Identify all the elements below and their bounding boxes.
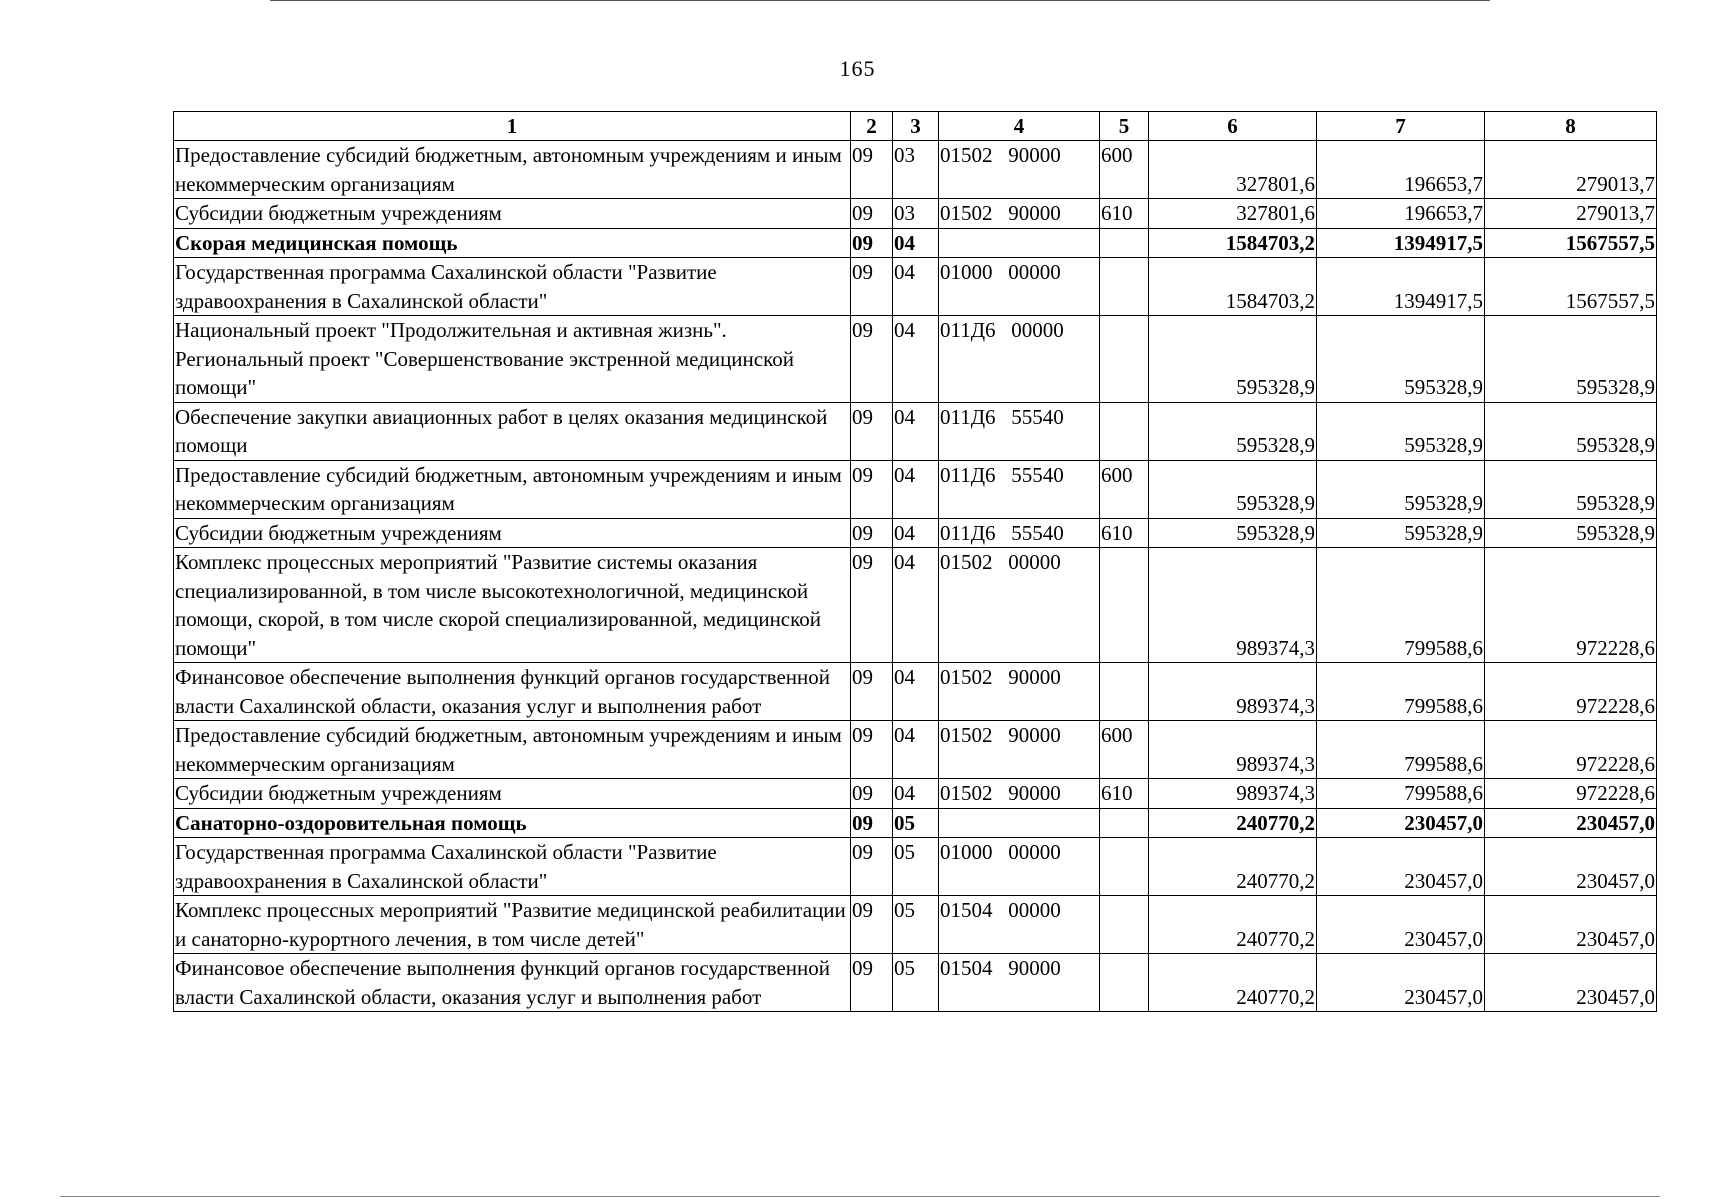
- amount-col-8-cell: 972228,6: [1485, 721, 1657, 779]
- amount-col-8-cell: 279013,7: [1485, 199, 1657, 229]
- table-row: [174, 779, 1657, 809]
- amount-col-8-cell: 230457,0: [1485, 954, 1657, 1012]
- amount-col-7-cell: 799588,6: [1317, 779, 1485, 809]
- table-row: [174, 663, 1657, 721]
- amount-col-7-cell: 230457,0: [1317, 808, 1485, 838]
- subsection-code-cell: 05: [893, 808, 939, 838]
- row-name-cell: Обеспечение закупки авиационных работ в целях оказания медицинской помощи: [174, 402, 851, 460]
- subsection-code-cell: 04: [893, 316, 939, 403]
- subsection-code-cell: 04: [893, 258, 939, 316]
- table-row: [174, 808, 1657, 838]
- section-code-cell: 09: [851, 721, 893, 779]
- table-header-row: [174, 112, 1657, 141]
- row-name-cell: Предоставление субсидий бюджетным, автономным учреждениям и иным некоммерческим организациям: [174, 141, 851, 199]
- row-name-cell: Субсидии бюджетным учреждениям: [174, 779, 851, 809]
- section-code-cell: 09: [851, 779, 893, 809]
- amount-col-8-cell: 972228,6: [1485, 779, 1657, 809]
- amount-col-6-cell: 327801,6: [1149, 199, 1317, 229]
- expense-type-cell: 610: [1100, 518, 1149, 548]
- table-row: [174, 896, 1657, 954]
- row-name-cell: Финансовое обеспечение выполнения функций органов государственной власти Сахалинской области, оказания услуг и выполнения работ: [174, 954, 851, 1012]
- subsection-code-cell: 05: [893, 954, 939, 1012]
- amount-col-8-cell: 230457,0: [1485, 896, 1657, 954]
- target-article-cell: 01502 90000: [939, 721, 1100, 779]
- subsection-code-cell: 04: [893, 228, 939, 258]
- table-row: [174, 141, 1657, 199]
- amount-col-6-cell: 595328,9: [1149, 460, 1317, 518]
- scan-top-edge: [270, 0, 1490, 1]
- section-code-cell: 09: [851, 228, 893, 258]
- amount-col-6-cell: 595328,9: [1149, 316, 1317, 403]
- row-name-cell: Субсидии бюджетным учреждениям: [174, 518, 851, 548]
- row-name-cell: Национальный проект "Продолжительная и активная жизнь". Региональный проект "Совершенствование экстренной медицинской помощи": [174, 316, 851, 403]
- amount-col-7-cell: 595328,9: [1317, 460, 1485, 518]
- amount-col-8-cell: 595328,9: [1485, 460, 1657, 518]
- section-code-cell: 09: [851, 518, 893, 548]
- amount-col-7-cell: 799588,6: [1317, 663, 1485, 721]
- subsection-code-cell: 04: [893, 663, 939, 721]
- target-article-cell: 01504 00000: [939, 896, 1100, 954]
- expense-type-cell: [1100, 838, 1149, 896]
- subsection-code-cell: 04: [893, 460, 939, 518]
- expense-type-cell: [1100, 954, 1149, 1012]
- amount-col-6-cell: 1584703,2: [1149, 258, 1317, 316]
- amount-col-7-cell: 196653,7: [1317, 141, 1485, 199]
- subsection-code-cell: 05: [893, 838, 939, 896]
- expense-type-cell: 600: [1100, 141, 1149, 199]
- target-article-cell: 011Д6 55540: [939, 518, 1100, 548]
- expense-type-cell: [1100, 663, 1149, 721]
- table-row: [174, 316, 1657, 403]
- amount-col-8-cell: 1567557,5: [1485, 258, 1657, 316]
- subsection-code-cell: 04: [893, 518, 939, 548]
- section-code-cell: 09: [851, 896, 893, 954]
- amount-col-8-cell: 595328,9: [1485, 518, 1657, 548]
- amount-col-6-cell: 240770,2: [1149, 808, 1317, 838]
- row-name-cell: Государственная программа Сахалинской области "Развитие здравоохранения в Сахалинской области": [174, 838, 851, 896]
- table-row: [174, 258, 1657, 316]
- row-name-cell: Скорая медицинская помощь: [174, 228, 851, 258]
- expense-type-cell: [1100, 316, 1149, 403]
- section-code-cell: 09: [851, 199, 893, 229]
- target-article-cell: 01502 90000: [939, 663, 1100, 721]
- section-code-cell: 09: [851, 460, 893, 518]
- expense-type-cell: [1100, 548, 1149, 663]
- expense-type-cell: 600: [1100, 721, 1149, 779]
- expense-type-cell: [1100, 228, 1149, 258]
- section-code-cell: 09: [851, 548, 893, 663]
- header-col-1: 1: [174, 112, 851, 141]
- header-col-7: 7: [1317, 112, 1485, 141]
- header-col-2: 2: [851, 112, 893, 141]
- expense-type-cell: 610: [1100, 779, 1149, 809]
- table-row: [174, 954, 1657, 1012]
- subsection-code-cell: 03: [893, 141, 939, 199]
- row-name-cell: Финансовое обеспечение выполнения функций органов государственной власти Сахалинской области, оказания услуг и выполнения работ: [174, 663, 851, 721]
- target-article-cell: 01000 00000: [939, 258, 1100, 316]
- row-name-cell: Субсидии бюджетным учреждениям: [174, 199, 851, 229]
- section-code-cell: 09: [851, 838, 893, 896]
- expense-type-cell: [1100, 808, 1149, 838]
- subsection-code-cell: 04: [893, 779, 939, 809]
- amount-col-6-cell: 595328,9: [1149, 518, 1317, 548]
- table-row: [174, 548, 1657, 663]
- amount-col-6-cell: 240770,2: [1149, 838, 1317, 896]
- target-article-cell: [939, 228, 1100, 258]
- budget-table: [173, 111, 1657, 1012]
- target-article-cell: 01502 00000: [939, 548, 1100, 663]
- header-col-6: 6: [1149, 112, 1317, 141]
- amount-col-6-cell: 240770,2: [1149, 896, 1317, 954]
- section-code-cell: 09: [851, 663, 893, 721]
- amount-col-6-cell: 989374,3: [1149, 548, 1317, 663]
- amount-col-6-cell: 989374,3: [1149, 779, 1317, 809]
- amount-col-7-cell: 1394917,5: [1317, 228, 1485, 258]
- table-body: [174, 141, 1657, 1012]
- target-article-cell: 01504 90000: [939, 954, 1100, 1012]
- page-number: 165: [839, 56, 876, 81]
- table-row: [174, 402, 1657, 460]
- table-row: [174, 721, 1657, 779]
- target-article-cell: [939, 808, 1100, 838]
- table-row: [174, 460, 1657, 518]
- target-article-cell: 01502 90000: [939, 779, 1100, 809]
- amount-col-8-cell: 230457,0: [1485, 808, 1657, 838]
- amount-col-7-cell: 230457,0: [1317, 954, 1485, 1012]
- header-col-5: 5: [1100, 112, 1149, 141]
- expense-type-cell: [1100, 896, 1149, 954]
- table-row: [174, 838, 1657, 896]
- amount-col-6-cell: 989374,3: [1149, 721, 1317, 779]
- row-name-cell: Предоставление субсидий бюджетным, автономным учреждениям и иным некоммерческим организациям: [174, 460, 851, 518]
- amount-col-6-cell: 989374,3: [1149, 663, 1317, 721]
- table-row: [174, 199, 1657, 229]
- amount-col-7-cell: 230457,0: [1317, 896, 1485, 954]
- amount-col-6-cell: 240770,2: [1149, 954, 1317, 1012]
- target-article-cell: 011Д6 00000: [939, 316, 1100, 403]
- amount-col-7-cell: 595328,9: [1317, 402, 1485, 460]
- amount-col-8-cell: 972228,6: [1485, 548, 1657, 663]
- expense-type-cell: 600: [1100, 460, 1149, 518]
- row-name-cell: Комплекс процессных мероприятий "Развитие медицинской реабилитации и санаторно-курортного лечения, в том числе детей": [174, 896, 851, 954]
- target-article-cell: 01502 90000: [939, 199, 1100, 229]
- amount-col-7-cell: 799588,6: [1317, 721, 1485, 779]
- amount-col-8-cell: 230457,0: [1485, 838, 1657, 896]
- target-article-cell: 011Д6 55540: [939, 402, 1100, 460]
- subsection-code-cell: 04: [893, 721, 939, 779]
- amount-col-8-cell: 1567557,5: [1485, 228, 1657, 258]
- table-row: [174, 518, 1657, 548]
- section-code-cell: 09: [851, 258, 893, 316]
- amount-col-8-cell: 972228,6: [1485, 663, 1657, 721]
- amount-col-8-cell: 595328,9: [1485, 316, 1657, 403]
- row-name-cell: Комплекс процессных мероприятий "Развитие системы оказания специализированной, в том числе высокотехнологичной, медицинской помощи, скорой, в том числе скорой специализированной, медицинской помощи": [174, 548, 851, 663]
- section-code-cell: 09: [851, 954, 893, 1012]
- scan-bottom-edge: [60, 1196, 1660, 1197]
- table-row: [174, 228, 1657, 258]
- target-article-cell: 011Д6 55540: [939, 460, 1100, 518]
- subsection-code-cell: 04: [893, 548, 939, 663]
- expense-type-cell: 610: [1100, 199, 1149, 229]
- amount-col-6-cell: 1584703,2: [1149, 228, 1317, 258]
- target-article-cell: 01000 00000: [939, 838, 1100, 896]
- amount-col-6-cell: 595328,9: [1149, 402, 1317, 460]
- row-name-cell: Санаторно-оздоровительная помощь: [174, 808, 851, 838]
- section-code-cell: 09: [851, 808, 893, 838]
- amount-col-6-cell: 327801,6: [1149, 141, 1317, 199]
- amount-col-8-cell: 279013,7: [1485, 141, 1657, 199]
- subsection-code-cell: 05: [893, 896, 939, 954]
- amount-col-7-cell: 230457,0: [1317, 838, 1485, 896]
- row-name-cell: Предоставление субсидий бюджетным, автономным учреждениям и иным некоммерческим организациям: [174, 721, 851, 779]
- section-code-cell: 09: [851, 141, 893, 199]
- row-name-cell: Государственная программа Сахалинской области "Развитие здравоохранения в Сахалинской области": [174, 258, 851, 316]
- header-col-3: 3: [893, 112, 939, 141]
- header-col-8: 8: [1485, 112, 1657, 141]
- amount-col-7-cell: 1394917,5: [1317, 258, 1485, 316]
- header-col-4: 4: [939, 112, 1100, 141]
- amount-col-7-cell: 595328,9: [1317, 316, 1485, 403]
- amount-col-8-cell: 595328,9: [1485, 402, 1657, 460]
- section-code-cell: 09: [851, 402, 893, 460]
- expense-type-cell: [1100, 258, 1149, 316]
- target-article-cell: 01502 90000: [939, 141, 1100, 199]
- subsection-code-cell: 04: [893, 402, 939, 460]
- subsection-code-cell: 03: [893, 199, 939, 229]
- expense-type-cell: [1100, 402, 1149, 460]
- section-code-cell: 09: [851, 316, 893, 403]
- amount-col-7-cell: 799588,6: [1317, 548, 1485, 663]
- amount-col-7-cell: 595328,9: [1317, 518, 1485, 548]
- amount-col-7-cell: 196653,7: [1317, 199, 1485, 229]
